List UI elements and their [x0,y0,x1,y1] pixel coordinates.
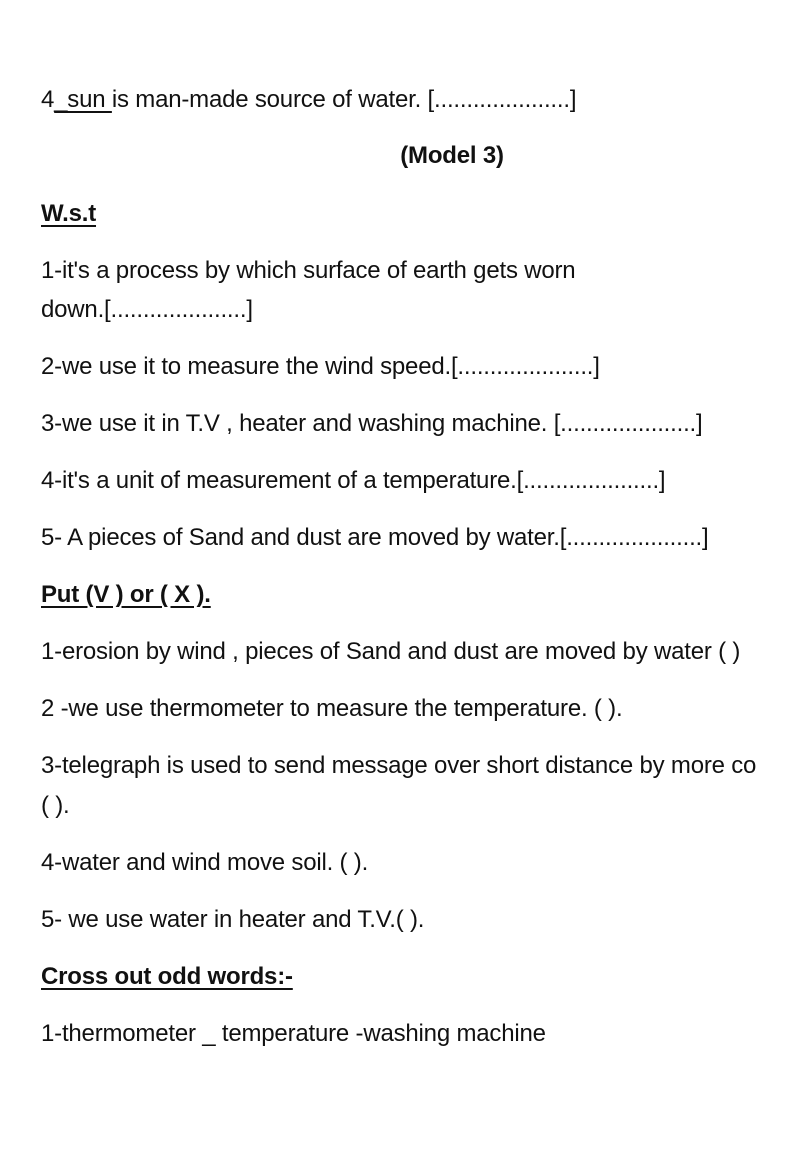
wst-item: 4-it's a unit of measurement of a temperature.[.....................] [41,467,666,494]
true-false-item: 4-water and wind move soil. ( ). [41,849,369,876]
true-false-item: 1-erosion by wind , pieces of Sand and dust are moved by water ( ) [41,638,741,665]
question-number: 4 [41,86,55,113]
true-false-item: 5- we use water in heater and T.V.( ). [41,906,425,933]
wst-item: 3-we use it in T.V , heater and washing machine. [.....................] [41,410,703,437]
true-false-heading: Put (V ) or ( X ). [41,581,211,608]
handwritten-answer: _sun [54,86,112,113]
wst-item: 1-it's a process by which surface of earth gets worn [41,257,576,284]
odd-words-heading: Cross out odd words:- [41,963,293,990]
true-false-item: ( ). [41,792,70,819]
question-4-sun [41,81,576,119]
true-false-item: 3-telegraph is used to send message over short distance by more co [41,752,757,779]
wst-item: 2-we use it to measure the wind speed.[.....................] [41,353,600,380]
odd-words-item: 1-thermometer _ temperature -washing machine [41,1020,546,1047]
wst-heading: W.s.t [41,200,97,227]
question-text: is man-made source of water. [.....................] [111,86,577,113]
wst-item: 5- A pieces of Sand and dust are moved by water.[.....................] [41,524,709,551]
model-title: (Model 3) [400,142,504,169]
true-false-item: 2 -we use thermometer to measure the temperature. ( ). [41,695,623,722]
wst-item: down.[.....................] [41,296,253,323]
